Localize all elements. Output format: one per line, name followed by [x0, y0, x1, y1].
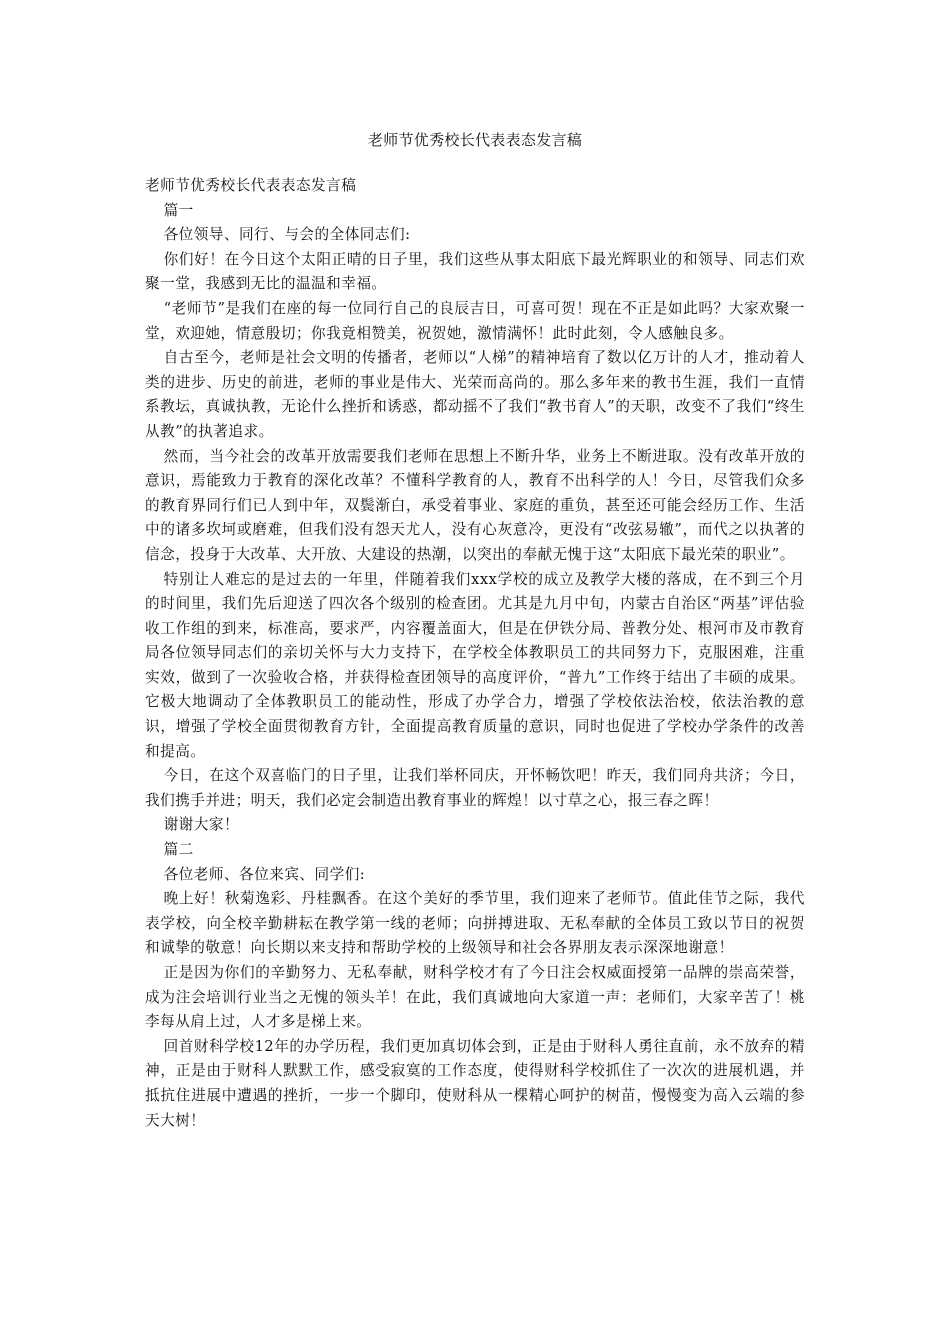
- salutation-1: 各位领导、同行、与会的全体同志们:: [163, 226, 411, 244]
- section-label-2: 篇二: [163, 841, 194, 859]
- salutation-2: 各位老师、各位来宾、同学们:: [163, 865, 366, 883]
- section-label-1: 篇一: [163, 201, 194, 219]
- document-body: [145, 174, 805, 1133]
- paragraph: 自古至今，老师是社会文明的传播者，老师以“人梯”的精神培育了数以亿万计的人才，推动着人类的进步、历史的前进，老师的事业是伟大、光荣而高尚的。那么多年来的教书生涯，我们一直情系教坛，真诚执教，无论什么挫折和诱惑，都动摇不了我们“教书育人”的天职，改变不了我们“终生从教”的执著追求。: [145, 349, 805, 440]
- paragraph: 特别让人难忘的是过去的一年里，伴随着我们xxx学校的成立及教学大楼的落成，在不到三个月的时间里，我们先后迎送了四次各个级别的检查团。尤其是九月中旬，内蒙古自治区“两基”评估验收工作组的到来，标准高，要求严，内容覆盖面大，但是在伊铁分局、普教分处、根河市及市教育局各位领导同志们的亲切关怀与大力支持下，在学校全体教职员工的共同努力下，克服困难，注重实效，做到了一次验收合格，并获得检查团领导的高度评价，“普九”工作终于结出了丰硕的成果。它极大地调动了全体教职员工的能动性，形成了办学合力，增强了学校依法治校，依法治教的意识，增强了学校全面贯彻教育方针，全面提高教育质量的意识，同时也促进了学校办学条件的改善和提高。: [145, 570, 805, 760]
- paragraph: 晚上好！秋菊逸彩、丹桂飘香。在这个美好的季节里，我们迎来了老师节。值此佳节之际，我代表学校，向全校辛勤耕耘在教学第一线的老师；向拼搏进取、无私奉献的全体员工致以节日的祝贺和诚挚的敬意！向长期以来支持和帮助学校的上级领导和社会各界朋友表示深深地谢意！: [145, 890, 805, 957]
- closing-thanks: 谢谢大家！: [163, 816, 240, 834]
- paragraph: 你们好！在今日这个太阳正晴的日子里，我们这些从事太阳底下最光辉职业的和领导、同志们欢聚一堂，我感到无比的温温和幸福。: [145, 250, 805, 293]
- paragraph: 回首财科学校12年的办学历程，我们更加真切体会到，正是由于财科人勇往直前，永不放弃的精神，正是由于财科人默默工作，感受寂寞的工作态度，使得财科学校抓住了一次次的进展机遇，并抵抗住进展中遭遇的挫折，一步一个脚印，使财科从一棵精心呵护的树苗，慢慢变为高入云端的参天大树！: [145, 1037, 805, 1129]
- paragraph: 正是因为你们的辛勤努力、无私奉献，财科学校才有了今日注会权威面授第一品牌的崇高荣誉，成为注会培训行业当之无愧的领头羊！在此，我们真诚地向大家道一声：老师们，大家辛苦了！桃李每从肩上过，人才多是梯上来。: [145, 964, 805, 1031]
- body-heading: 老师节优秀校长代表表态发言稿: [145, 177, 357, 194]
- paragraph: “老师节”是我们在座的每一位同行自己的良辰吉日，可喜可贺！现在不正是如此吗？大家欢聚一堂，欢迎她，情意殷切；你我竟相赞美，祝贺她，激情满怀！此时此刻，令人感触良多。: [145, 299, 805, 342]
- paragraph: 今日，在这个双喜临门的日子里，让我们举杯同庆，开怀畅饮吧！昨天，我们同舟共济；今日，我们携手并进；明天，我们必定会制造出教育事业的辉煌！以寸草之心，报三春之晖！: [145, 767, 805, 809]
- paragraph: 然而，当今社会的改革开放需要我们老师在思想上不断升华，业务上不断进取。没有改革开放的意识，焉能致力于教育的深化改革？不懂科学教育的人，教育不出科学的人！今日，尽管我们众多的教育界同行们已人到中年，双鬓渐白，承受着事业、家庭的重负，甚至还可能会经历工作、生活中的诸多坎坷或磨难，但我们没有怨天尤人，没有心灰意冷，更没有“改弦易辙”，而代之以执著的信念，投身于大改革、大开放、大建设的热潮，以突出的奉献无愧于这“太阳底下最光荣的职业”。: [145, 447, 805, 563]
- document-title: 老师节优秀校长代表表态发言稿: [367, 131, 583, 149]
